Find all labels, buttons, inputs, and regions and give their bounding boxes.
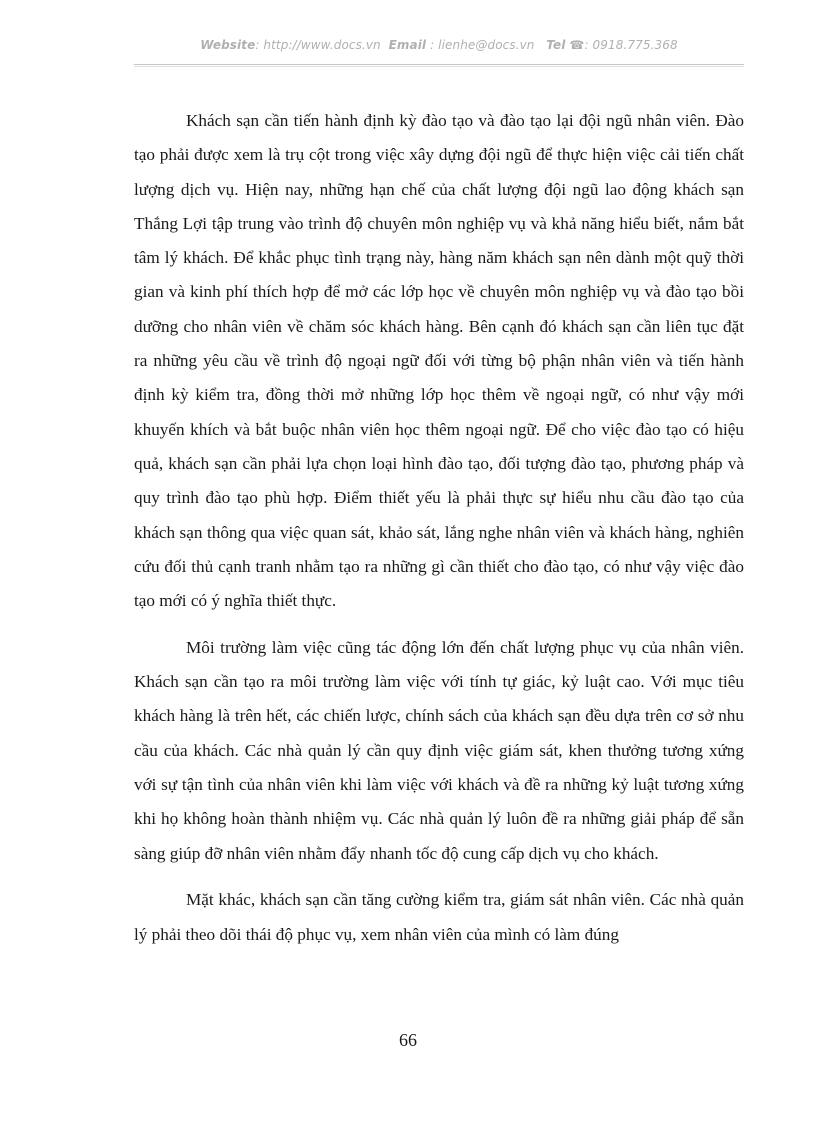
paragraph-training: Khách sạn cần tiến hành định kỳ đào tạo và đào tạo lại đội ngũ nhân viên. Đào tạo phải được xem là trụ cột trong việc xây dựng đội ngũ để thực hiện việc cải tiến chất lượng dịch vụ. Hiện nay, những hạn chế của chất lượng đội ngũ lao động khách sạn Thắng Lợi tập trung vào trình độ chuyên môn nghiệp vụ và khả năng hiểu biết, nắm bắt tâm lý khách. Để khắc phục tình trạng này, hàng năm khách sạn nên dành một quỹ thời gian và kinh phí thích hợp để mở các lớp học về chuyên môn nghiệp vụ và đào tạo bồi dưỡng cho nhân viên về chăm sóc khách hàng. Bên cạnh đó khách sạn cần liên tục đặt ra những yêu cầu về trình độ ngoại ngữ đối với từng bộ phận nhân viên và tiến hành định kỳ kiểm tra, đồng thời mở những lớp học thêm về ngoại ngữ, có như vậy mới khuyến khích và bắt buộc nhân viên học thêm ngoại ngữ. Để cho việc đào tạo có hiệu quả, khách sạn cần phải lựa chọn loại hình đào tạo, đối tượng đào tạo, phương pháp và quy trình đào tạo phù hợp. Điểm thiết yếu là phải thực sự hiểu nhu cầu đào tạo của khách sạn thông qua việc quan sát, khảo sát, lắng nghe nhân viên và khách hàng, nghiên cứu đối thủ cạnh tranh nhằm tạo ra những gì cần thiết cho đào tạo, có như vậy việc đào tạo mới có ý nghĩa thiết thực. bbox=[134, 111, 744, 611]
page-header bbox=[134, 38, 744, 52]
phone-icon: ☎ bbox=[569, 38, 585, 52]
website-value: : http://www.docs.vn bbox=[255, 38, 381, 52]
tel-value: : 0918.775.368 bbox=[584, 38, 678, 52]
document-body bbox=[134, 104, 744, 964]
header-divider bbox=[134, 64, 744, 67]
website-label: Website bbox=[200, 38, 256, 52]
paragraph-supervision: Mặt khác, khách sạn cần tăng cường kiểm tra, giám sát nhân viên. Các nhà quản lý phải theo dõi thái độ phục vụ, xem nhân viên của mình có làm đúng bbox=[134, 890, 744, 944]
paragraph-work-environment: Môi trường làm việc cũng tác động lớn đến chất lượng phục vụ của nhân viên. Khách sạn cần tạo ra môi trường làm việc với tính tự giác, kỷ luật cao. Với mục tiêu khách hàng là trên hết, các chiến lược, chính sách của khách sạn đều dựa trên cơ sở nhu cầu của khách. Các nhà quản lý cần quy định việc giám sát, khen thưởng tương xứng với sự tận tình của nhân viên khi làm việc với khách và đề ra những kỷ luật tương xứng khi họ không hoàn thành nhiệm vụ. Các nhà quản lý luôn đề ra những giải pháp để sẵn sàng giúp đỡ nhân viên nhằm đẩy nhanh tốc độ cung cấp dịch vụ cho khách. bbox=[134, 637, 744, 863]
page-number: 66 bbox=[399, 1030, 417, 1050]
email-label: Email bbox=[388, 38, 427, 52]
tel-label: Tel bbox=[546, 38, 566, 52]
email-value: : lienhe@docs.vn bbox=[430, 38, 535, 52]
